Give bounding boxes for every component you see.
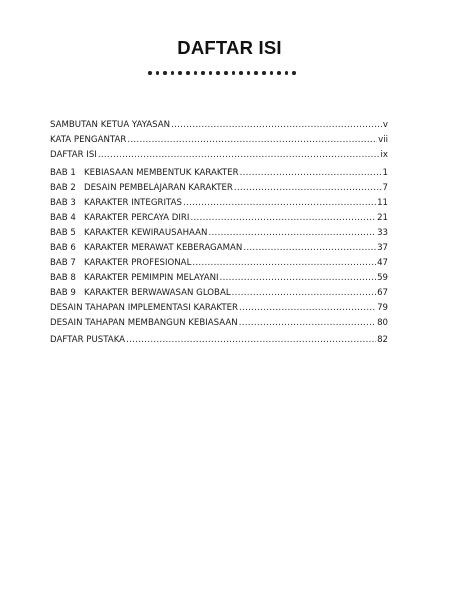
toc-entry-bab-5 <box>50 227 388 239</box>
toc-leader-dots <box>127 134 377 146</box>
toc-entry-title: KARAKTER PROFESIONAL <box>84 258 192 268</box>
toc-leader-dots <box>126 334 376 346</box>
toc-entry-chapter: BAB 8 <box>50 273 76 283</box>
toc-entry-title: KATA PENGANTAR <box>50 135 127 145</box>
toc-entry-page: 47 <box>377 258 388 268</box>
toc-entry-page: ix <box>380 150 388 160</box>
toc-entry-page: 1 <box>382 168 388 178</box>
toc-entry-daftar-isi <box>50 149 388 161</box>
toc-leader-dots <box>190 212 376 224</box>
toc-entry-page: 11 <box>377 198 388 208</box>
toc-entry-title: SAMBUTAN KETUA YAYASAN <box>50 120 171 130</box>
dotted-divider <box>148 71 296 75</box>
toc-entry-page: vii <box>378 135 388 145</box>
toc-entry-chapter: BAB 9 <box>50 288 76 298</box>
toc-entry-page: 79 <box>377 303 388 313</box>
toc-entry-chapter: BAB 7 <box>50 258 76 268</box>
toc-entry-page: 67 <box>377 288 388 298</box>
toc-entry-chapter: BAB 4 <box>50 213 76 223</box>
toc-entry-sambutan <box>50 119 388 131</box>
toc-leader-dots <box>192 257 376 269</box>
toc-entry-chapter: BAB 2 <box>50 183 76 193</box>
toc-entry-bab-8 <box>50 272 388 284</box>
toc-entry-title: DESAIN TAHAPAN IMPLEMENTASI KARAKTER <box>50 303 238 313</box>
toc-entry-kata-pengantar <box>50 134 388 146</box>
toc-entry-desain-implementasi <box>50 302 388 314</box>
toc-entry-page: 59 <box>377 273 388 283</box>
toc-entry-chapter: BAB 6 <box>50 243 76 253</box>
toc-entry-chapter: BAB 3 <box>50 198 76 208</box>
toc-entry-title: KARAKTER MERAWAT KEBERAGAMAN <box>84 243 243 253</box>
toc-entry-page: 21 <box>377 213 388 223</box>
toc-entry-title: DESAIN TAHAPAN MEMBANGUN KEBIASAAN <box>50 318 238 328</box>
toc-entry-bab-1 <box>50 167 388 179</box>
toc-leader-dots <box>239 302 376 314</box>
toc-entry-title: KARAKTER INTEGRITAS <box>84 198 182 208</box>
toc-entry-chapter: BAB 1 <box>50 168 76 178</box>
toc-entry-bab-3 <box>50 197 388 209</box>
toc-entry-bab-4 <box>50 212 388 224</box>
toc-entry-title: KARAKTER KEWIRAUSAHAAN <box>84 228 208 238</box>
toc-leader-dots <box>98 149 380 161</box>
toc-entry-desain-kebiasaan <box>50 317 388 329</box>
toc-leader-dots <box>232 287 376 299</box>
toc-leader-dots <box>243 242 376 254</box>
toc-entry-bab-6 <box>50 242 388 254</box>
toc-entry-title: KARAKTER BERWAWASAN GLOBAL <box>84 288 231 298</box>
toc-leader-dots <box>240 167 382 179</box>
toc-leader-dots <box>234 182 382 194</box>
page-title: DAFTAR ISI <box>177 37 282 58</box>
toc-entry-chapter: BAB 5 <box>50 228 76 238</box>
toc-entry-bab-7 <box>50 257 388 269</box>
toc-entry-bab-9 <box>50 287 388 299</box>
toc-entry-daftar-pustaka <box>50 334 388 346</box>
toc-entry-title: DESAIN PEMBELAJARAN KARAKTER <box>84 183 233 193</box>
toc-leader-dots <box>208 227 376 239</box>
toc-entry-title: KEBIASAAN MEMBENTUK KARAKTER <box>84 168 239 178</box>
toc-leader-dots <box>220 272 377 284</box>
toc-entry-title: KARAKTER PEMIMPIN MELAYANI <box>84 273 219 283</box>
toc-entry-page: 80 <box>377 318 388 328</box>
toc-leader-dots <box>239 317 376 329</box>
toc-entry-title: DAFTAR ISI <box>50 150 97 160</box>
toc-entry-title: KARAKTER PERCAYA DIRI <box>84 213 190 223</box>
toc-entry-page: 37 <box>377 243 388 253</box>
toc-entry-bab-2 <box>50 182 388 194</box>
toc-leader-dots <box>171 119 382 131</box>
toc-entry-page: 82 <box>377 335 388 345</box>
toc-entry-title: DAFTAR PUSTAKA <box>50 335 126 345</box>
toc-entry-page: 7 <box>382 183 388 193</box>
toc-entry-page: 33 <box>377 228 388 238</box>
toc-entry-page: v <box>382 120 388 130</box>
toc-leader-dots <box>183 197 376 209</box>
